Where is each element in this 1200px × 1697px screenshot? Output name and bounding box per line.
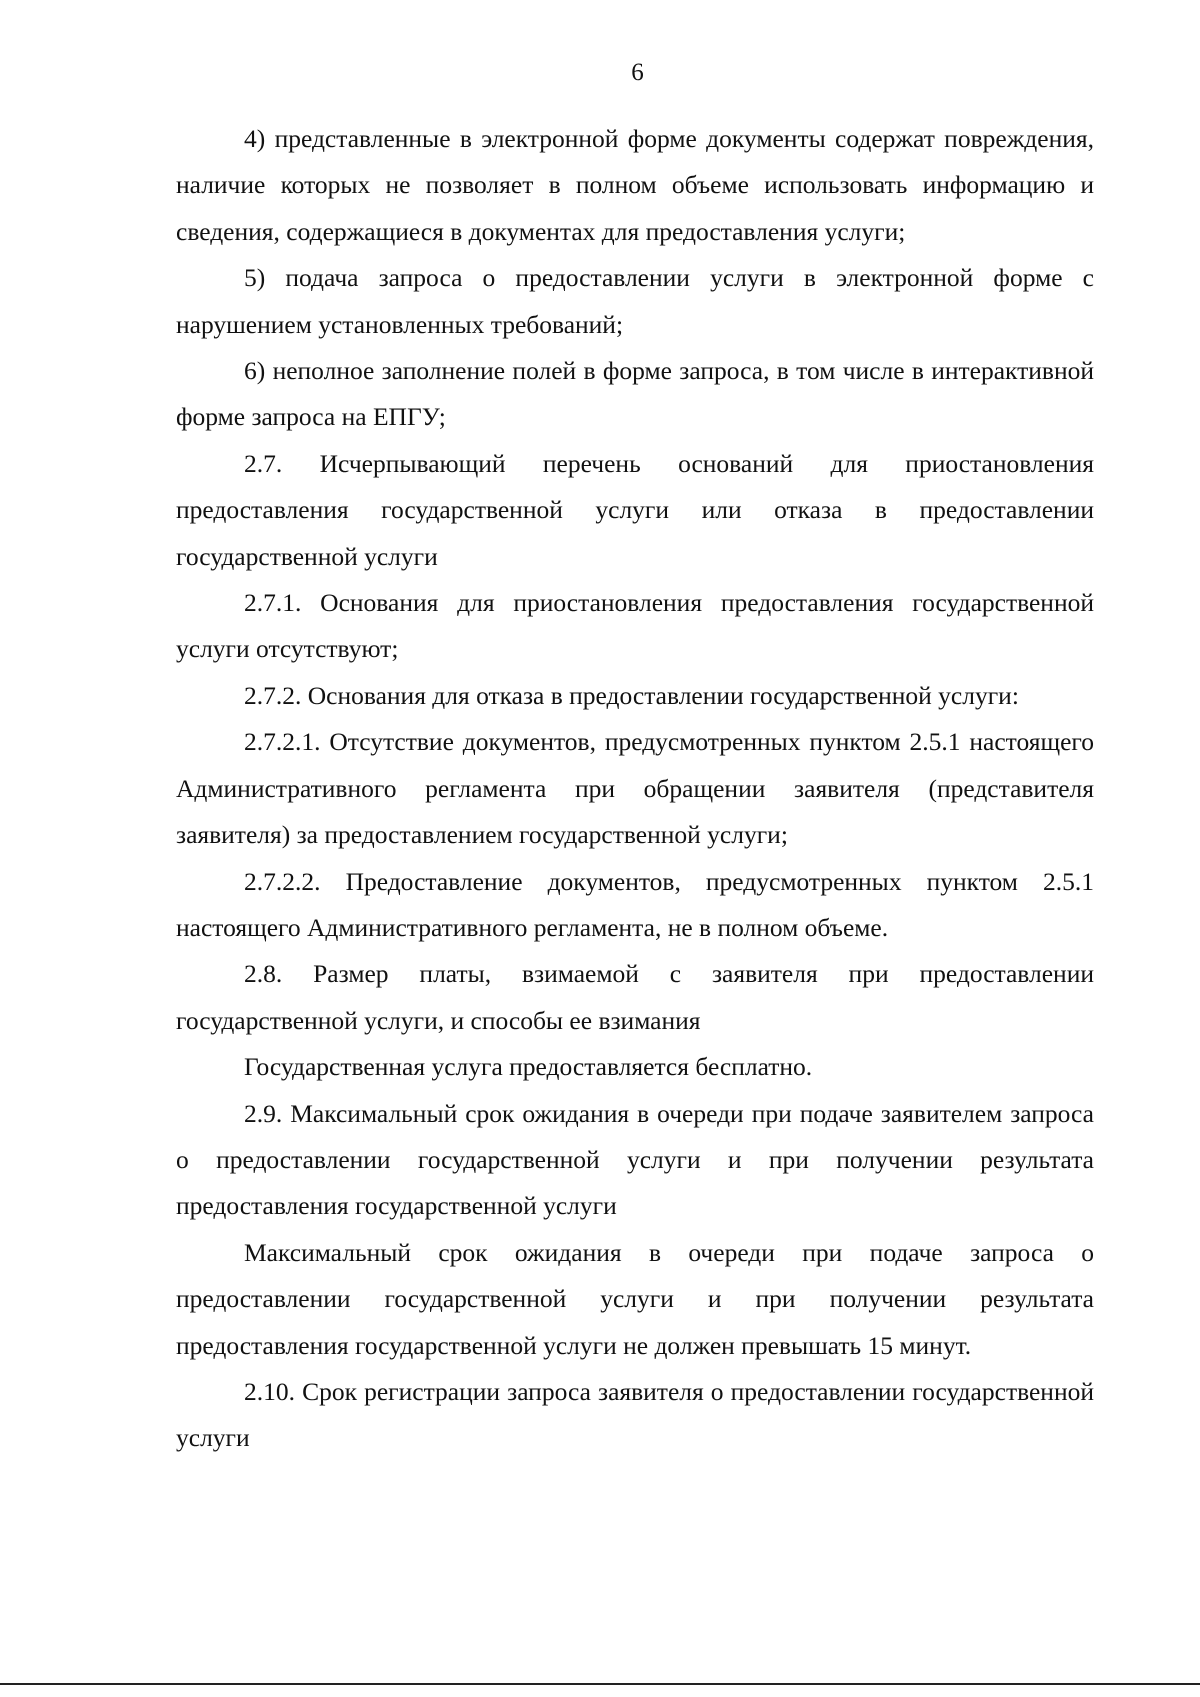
section-heading-2-10: 2.10. Срок регистрации запроса заявителя о предоставлении государственной услуги <box>176 1376 1094 1453</box>
section-heading-2-9: 2.9. Максимальный срок ожидания в очереди при подаче заявителем запроса о предоставлении государственной услуги и при получении результата предоставления государственной услуги <box>176 1098 1094 1221</box>
paragraph-item-5: 5) подача запроса о предоставлении услуги в электронной форме с нарушением установленных требований; <box>176 263 1094 339</box>
paragraph-free-service: Государственная услуга предоставляется бесплатно. <box>244 1052 813 1082</box>
document-body <box>176 116 1094 1462</box>
paragraph-2-7-2-1: 2.7.2.1. Отсутствие документов, предусмотренных пунктом 2.5.1 настоящего Административного регламента при обращении заявителя (представителя заявителя) за предоставлением государственной услуги; <box>176 727 1094 850</box>
section-heading-2-7: 2.7. Исчерпывающий перечень оснований для приостановления предоставления государственной услуги или отказа в предоставлении государственной услуги <box>176 448 1094 571</box>
paragraph-max-wait-time: Максимальный срок ожидания в очереди при подаче запроса о предоставлении государственной услуги и при получении результата предоставления государственной услуги не должен превышать 15 минут. <box>176 1237 1094 1360</box>
paragraph-item-6: 6) неполное заполнение полей в форме запроса, в том числе в интерактивной форме запроса на ЕПГУ; <box>176 356 1094 432</box>
paragraph-item-4: 4) представленные в электронной форме документы содержат повреждения, наличие которых не позволяет в полном объеме использовать информацию и сведения, содержащиеся в документах для предоставления услуги; <box>176 124 1094 246</box>
paragraph-2-7-1: 2.7.1. Основания для приостановления предоставления государственной услуги отсутствуют; <box>176 588 1094 664</box>
page-number: 6 <box>631 59 644 86</box>
paragraph-2-7-2-2: 2.7.2.2. Предоставление документов, предусмотренных пунктом 2.5.1 настоящего Административного регламента, не в полном объеме. <box>176 866 1094 942</box>
paragraph-2-7-2: 2.7.2. Основания для отказа в предоставлении государственной услуги: <box>244 680 1019 710</box>
bottom-divider <box>0 1683 1200 1685</box>
section-heading-2-8: 2.8. Размер платы, взимаемой с заявителя при предоставлении государственной услуги, и способы ее взимания <box>176 959 1094 1035</box>
